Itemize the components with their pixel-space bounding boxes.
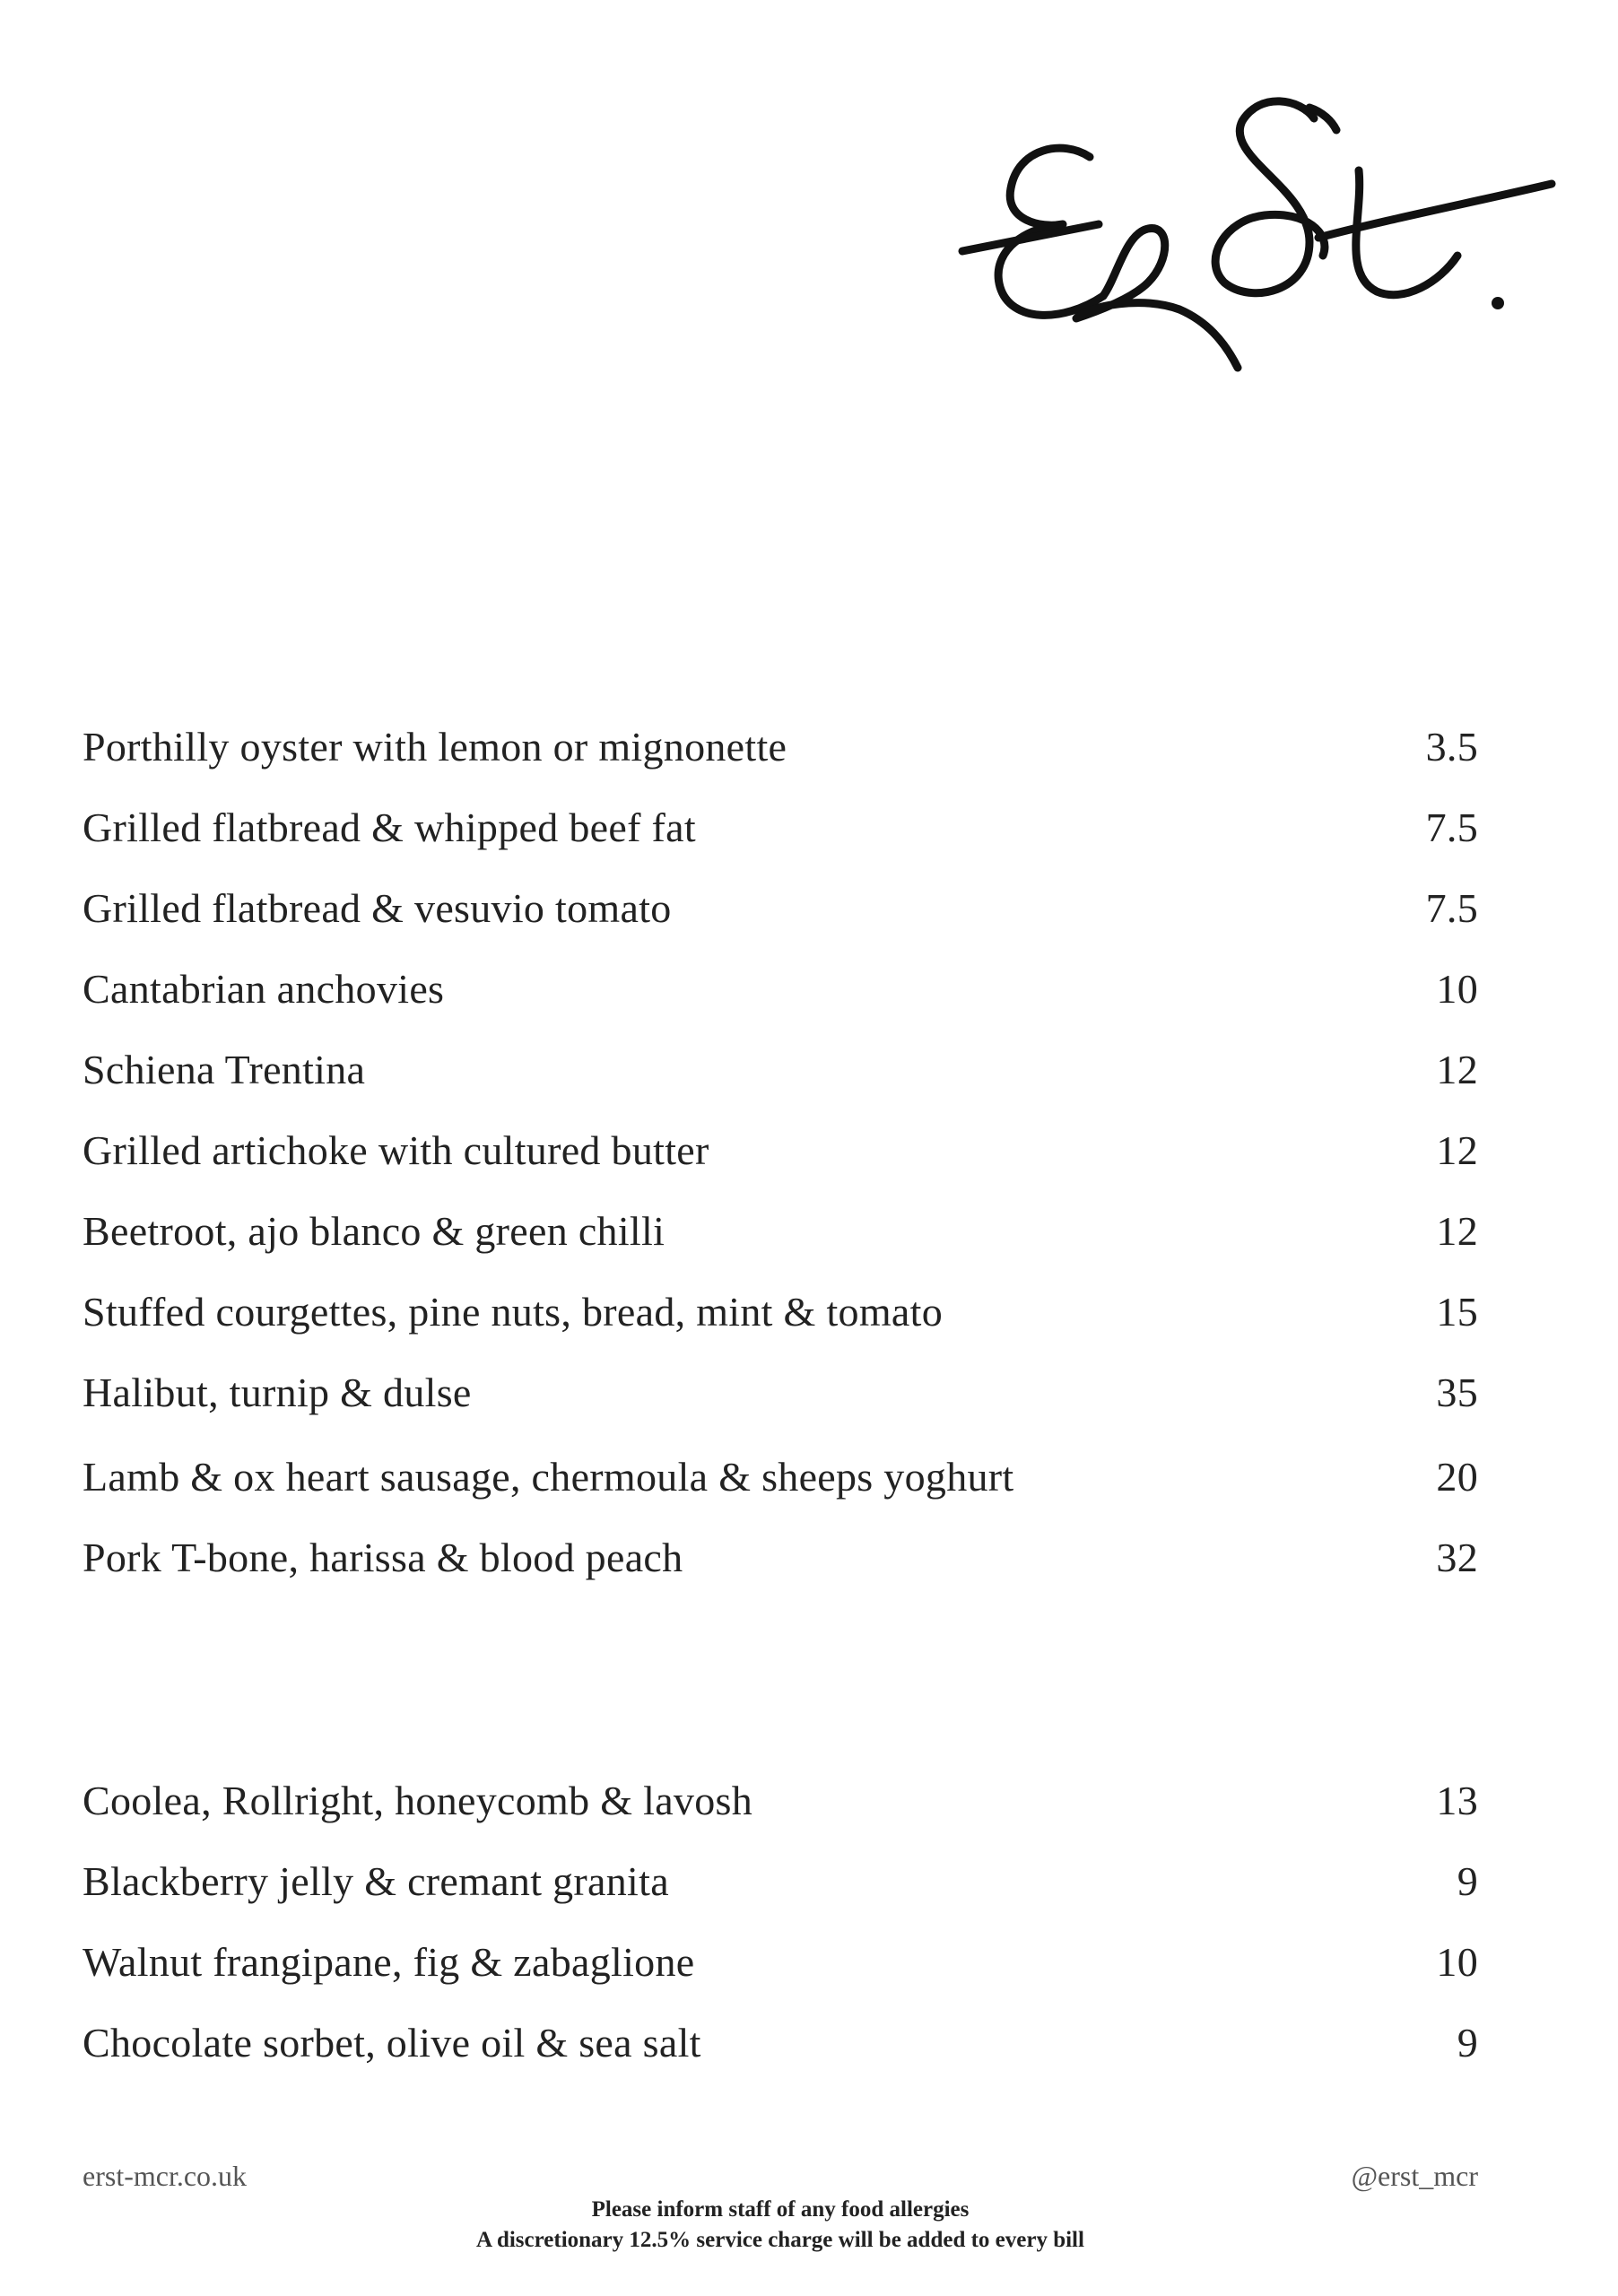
menu-item bbox=[83, 1124, 1478, 1178]
menu-item bbox=[83, 1774, 1478, 1828]
menu-item bbox=[83, 1366, 1478, 1420]
menu-item-price: 9 bbox=[1457, 1858, 1478, 1904]
menu-item-price: 7.5 bbox=[1425, 804, 1478, 850]
menu-item bbox=[83, 1205, 1478, 1258]
menu-item-price: 7.5 bbox=[1425, 885, 1478, 931]
menu-item-name: Grilled artichoke with cultured butter bbox=[83, 1127, 709, 1173]
menu-item-price: 12 bbox=[1436, 1208, 1478, 1254]
menu-item bbox=[83, 1855, 1478, 1909]
menu-item-name: Grilled flatbread & whipped beef fat bbox=[83, 804, 696, 850]
menu-item bbox=[83, 1531, 1478, 1585]
menu-item bbox=[83, 801, 1478, 855]
menu-item-price: 15 bbox=[1436, 1289, 1478, 1335]
menu-item bbox=[83, 962, 1478, 1016]
allergy-notice: Please inform staff of any food allergies bbox=[591, 2197, 970, 2222]
service-charge-notice: A discretionary 12.5% service charge will be added to every bill bbox=[476, 2228, 1084, 2252]
menu-item bbox=[83, 1450, 1478, 1504]
menu-item-name: Walnut frangipane, fig & zabaglione bbox=[83, 1939, 695, 1985]
menu-item bbox=[83, 882, 1478, 935]
menu-item-price: 20 bbox=[1436, 1454, 1478, 1500]
social-handle[interactable]: @erst_mcr bbox=[1351, 2160, 1478, 2192]
menu-item-name: Pork T-bone, harissa & blood peach bbox=[83, 1535, 683, 1580]
menu-item bbox=[83, 1285, 1478, 1339]
menu-item-price: 35 bbox=[1436, 1370, 1478, 1415]
menu-item-name: Blackberry jelly & cremant granita bbox=[83, 1858, 669, 1904]
menu-item-price: 12 bbox=[1436, 1047, 1478, 1092]
menu-item-price: 10 bbox=[1436, 966, 1478, 1012]
menu-item-price: 9 bbox=[1457, 2020, 1478, 2066]
menu-item-price: 10 bbox=[1436, 1939, 1478, 1985]
menu-item bbox=[83, 1935, 1478, 1989]
menu-item-name: Lamb & ox heart sausage, chermoula & sheeps yoghurt bbox=[83, 1454, 1014, 1500]
menu-item-price: 3.5 bbox=[1425, 724, 1478, 770]
menu-item-name: Porthilly oyster with lemon or mignonette bbox=[83, 724, 787, 770]
menu-item-price: 12 bbox=[1436, 1127, 1478, 1173]
menu-item-name: Cantabrian anchovies bbox=[83, 966, 445, 1012]
menu-item-price: 32 bbox=[1436, 1535, 1478, 1580]
website-link[interactable]: erst-mcr.co.uk bbox=[83, 2160, 248, 2192]
menu-item bbox=[83, 720, 1478, 774]
menu-item-name: Chocolate sorbet, olive oil & sea salt bbox=[83, 2020, 701, 2066]
menu-item-price: 13 bbox=[1436, 1778, 1478, 1823]
menu-item bbox=[83, 2016, 1478, 2070]
menu-item-name: Grilled flatbread & vesuvio tomato bbox=[83, 885, 672, 931]
menu-item bbox=[83, 1043, 1478, 1097]
menu-item-name: Stuffed courgettes, pine nuts, bread, mint & tomato bbox=[83, 1289, 943, 1335]
erst-logo bbox=[955, 72, 1574, 395]
menu-item-name: Halibut, turnip & dulse bbox=[83, 1370, 472, 1415]
menu-item-name: Beetroot, ajo blanco & green chilli bbox=[83, 1208, 665, 1254]
menu-item-name: Coolea, Rollright, honeycomb & lavosh bbox=[83, 1778, 753, 1823]
menu-item-name: Schiena Trentina bbox=[83, 1047, 366, 1092]
